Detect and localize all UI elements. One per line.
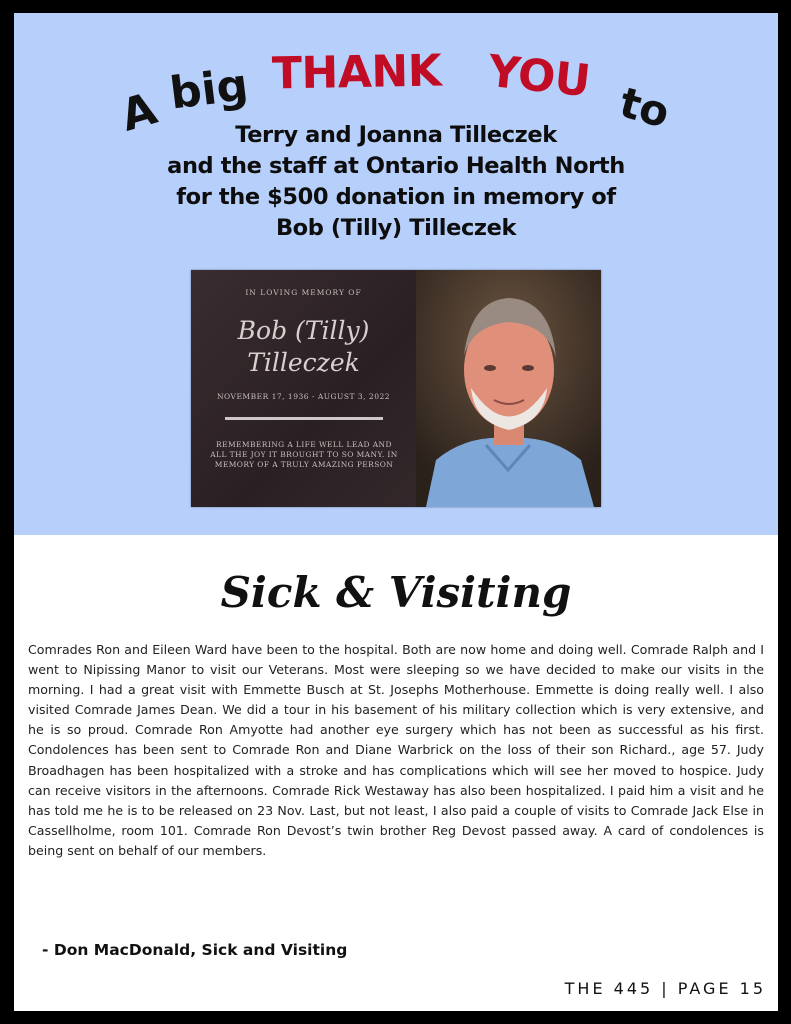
thank-you-line: and the staff at Ontario Health North — [167, 153, 625, 179]
headline-word-a: A — [115, 83, 163, 142]
sick-visiting-body: Comrades Ron and Eileen Ward have been to the hospital. Both are now home and doing well. Comrade Ralph and I went to Nipissing Manor to visit our Veterans. Most were sleeping so we have decided to make our visits in the morning. I had a great visit with Emmette Busch at St. Josephs Motherhouse. Emmette is doing really well. I also visited Comrade James Dean. We did a tour in his basement of his military collection which is very extensive, and he is so proud. Comrade Ron Amyotte had another eye surgery which has not been as successful as his first. Condolences has been sent to Comrade Ron and Diane Warbrick on the loss of their son Richard., age 57. Judy Broadhagen has been hospitalized with a stroke and has complications which will see her moved to hospice. Judy can receive visitors in the afternoons. Comrade Rick Westaway has also been hospitalized. I paid him a visit and he has told me he is to be released on 23 Nov. Last, but not least, I also paid a couple of visits to Comrade Jack Else in Cassellholme, room 101. Comrade Ron Devost’s twin brother Reg Devost passed away. A card of condolences is being sent on behalf of our members. — [28, 642, 764, 858]
memorial-pre-title: IN LOVING MEMORY OF — [245, 288, 362, 297]
headline-word-big: big — [167, 59, 251, 120]
memorial-name-line2: Tilleczek — [247, 348, 360, 377]
headline-word-you: YOU — [485, 45, 593, 108]
headline-word-to: to — [614, 77, 675, 138]
thank-you-text — [14, 120, 778, 244]
headline-word-thank: THANK — [271, 45, 442, 100]
portrait-icon — [416, 270, 601, 507]
memorial-name-line1: Bob (Tilly) — [237, 316, 370, 345]
page-content — [14, 13, 778, 1011]
memorial-card-text-panel — [191, 270, 416, 507]
memorial-dates: NOVEMBER 17, 1936 - AUGUST 3, 2022 — [216, 392, 391, 401]
memorial-divider — [225, 417, 383, 420]
memorial-portrait-photo — [416, 270, 601, 507]
thank-you-line: Terry and Joanna Tilleczek — [235, 122, 557, 148]
memorial-card — [191, 270, 601, 507]
sick-visiting-signature: - Don MacDonald, Sick and Visiting — [42, 941, 348, 959]
sick-visiting-title: Sick & Visiting — [220, 568, 572, 617]
thank-you-panel — [14, 13, 778, 535]
page-footer: THE 445 | PAGE 15 — [564, 979, 766, 998]
thank-you-line: Bob (Tilly) Tilleczek — [275, 215, 517, 241]
memorial-message: REMEMBERING A LIFE WELL LEAD AND ALL THE JOY IT BROUGHT TO SO MANY. IN MEMORY OF A TRULY AMAZING PERSON — [210, 440, 398, 469]
thank-you-line: for the $500 donation in memory of — [176, 184, 616, 210]
